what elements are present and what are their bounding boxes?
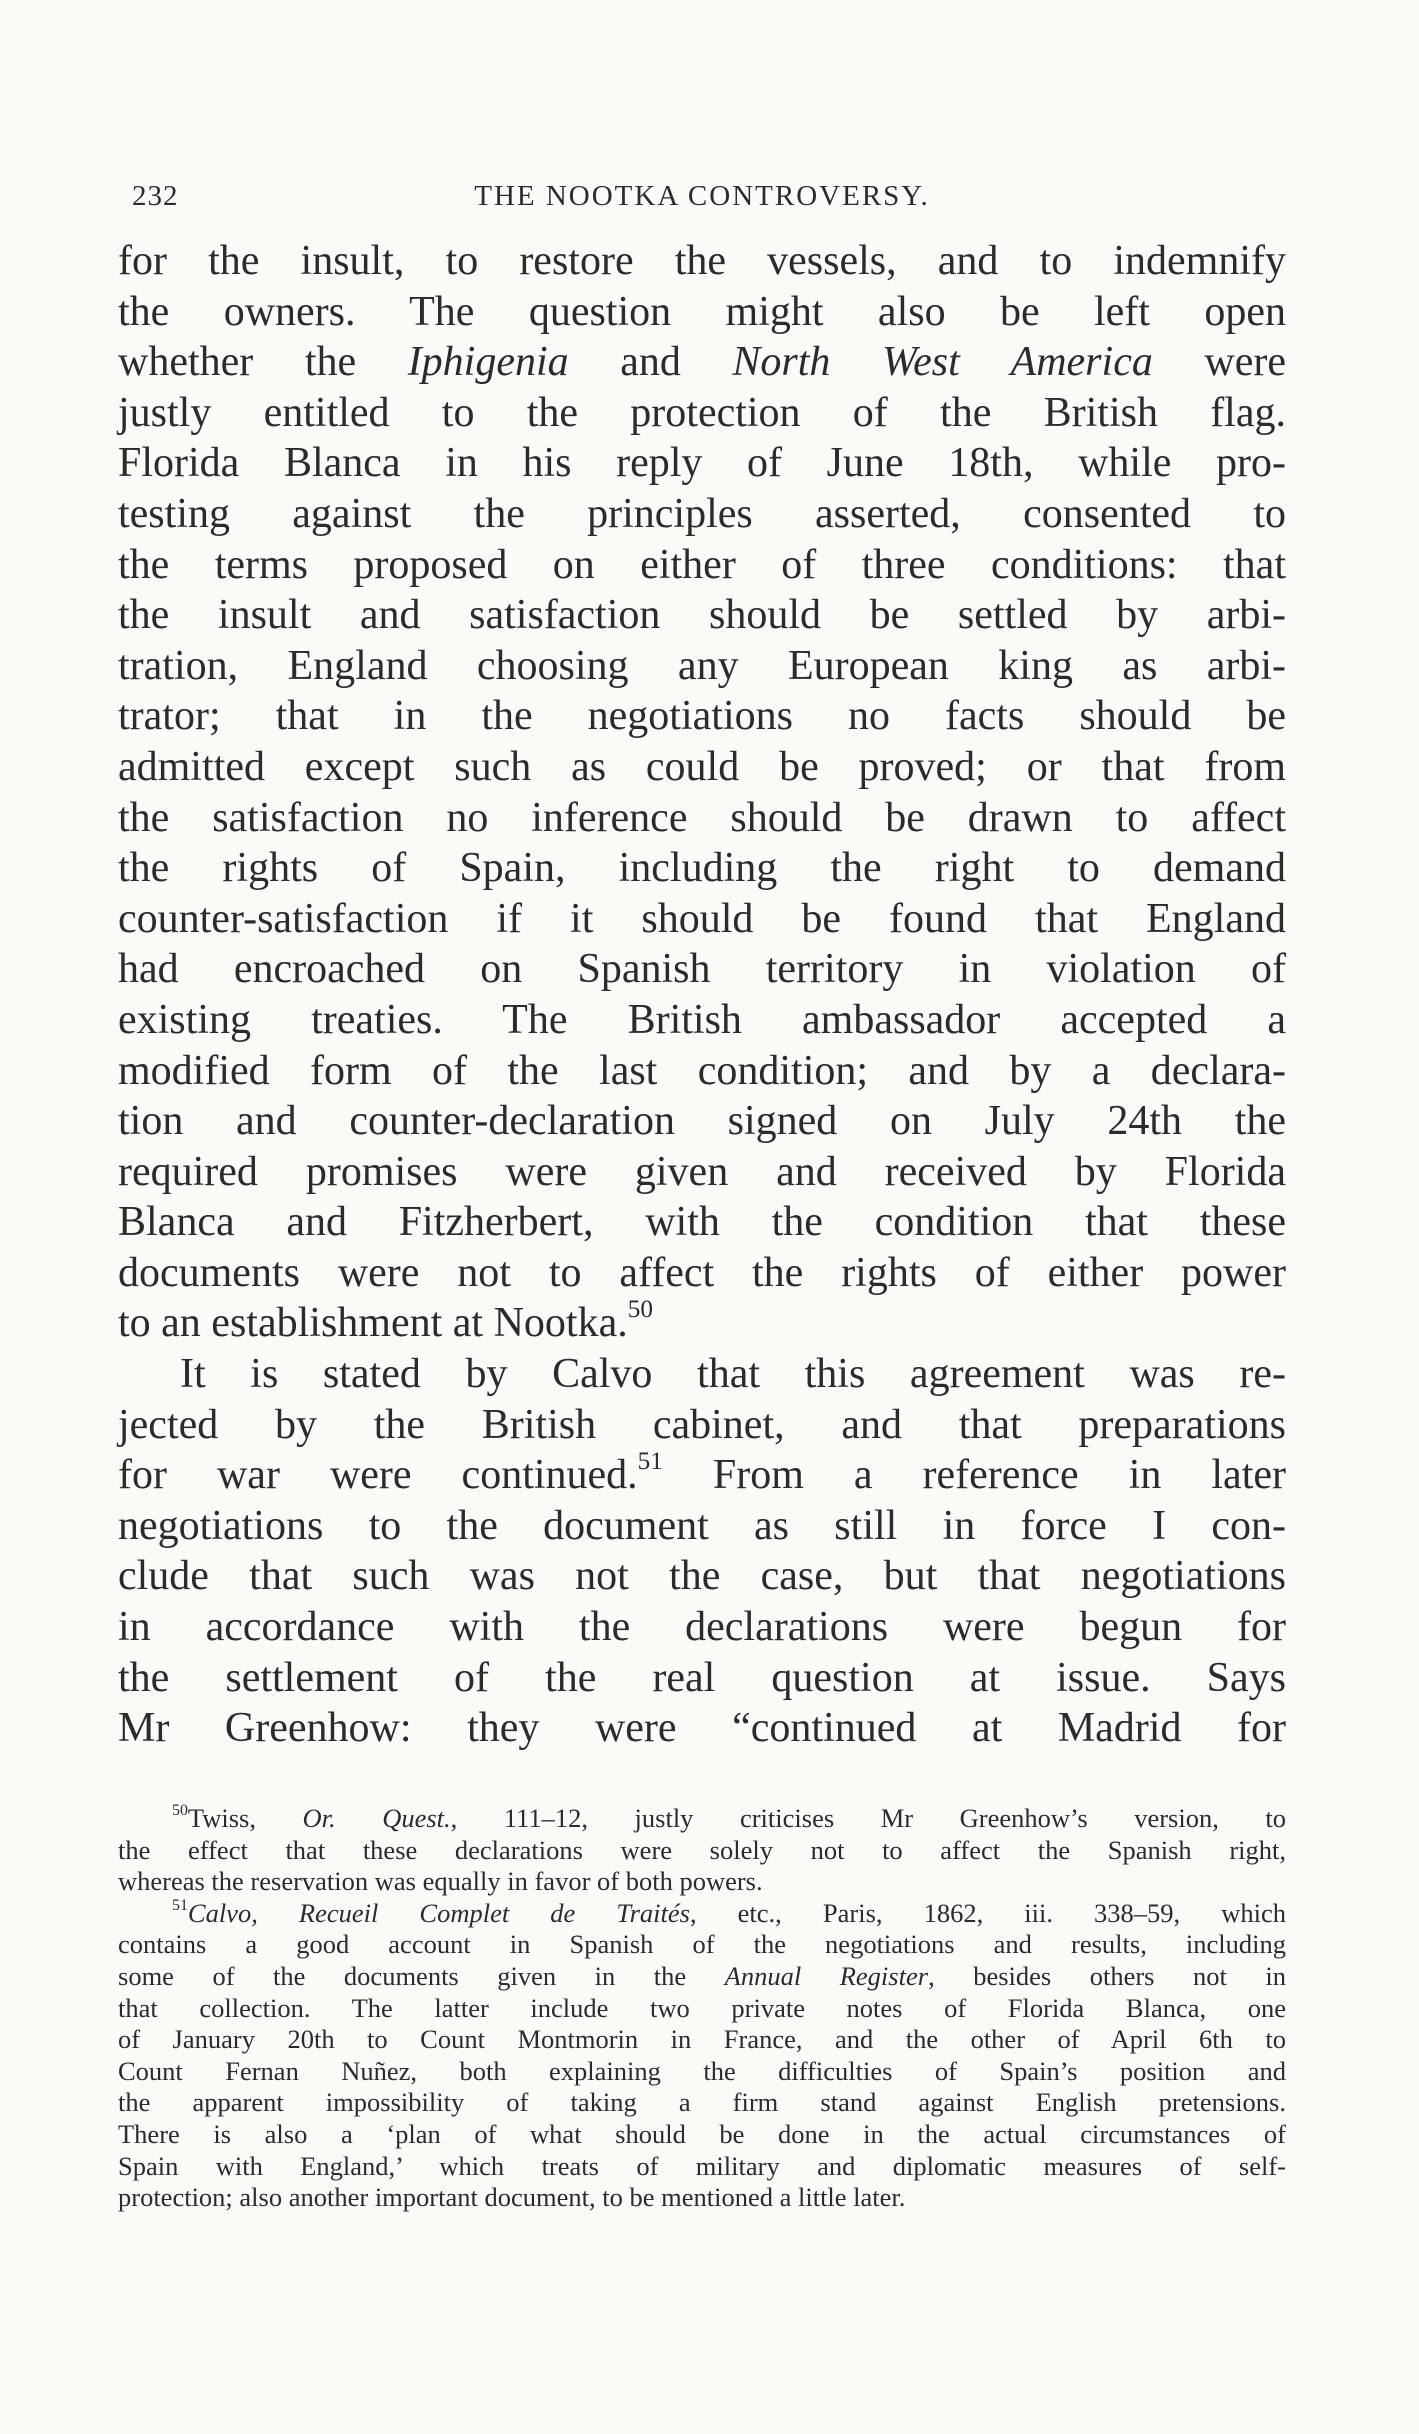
footnote-51-line: the apparent impossibility of taking a firm stand against English pretensions. <box>118 2087 1286 2118</box>
footnote-mark-50: 50 <box>172 1802 188 1820</box>
text-line: Florida Blanca in his reply of June 18th, while pro- <box>118 440 1286 487</box>
running-title: THE NOOTKA CONTROVERSY. <box>474 180 930 212</box>
page-number: 232 <box>132 180 179 212</box>
text-line: testing against the principles asserted, consented to <box>118 490 1286 537</box>
main-text <box>118 236 1286 1754</box>
text-line: negotiations to the document as still in force I con- <box>118 1502 1286 1549</box>
text-line: jected by the British cabinet, and that preparations <box>118 1401 1286 1448</box>
text-line: tion and counter-declaration signed on July 24th the <box>118 1098 1286 1145</box>
footnote-mark-51: 51 <box>172 1896 188 1914</box>
footnote-51-line: protection; also another important document, to be mentioned a little later. <box>118 2182 906 2213</box>
text-line: counter-satisfaction if it should be found that England <box>118 895 1286 942</box>
footnote-51-line: that collection. The latter include two private notes of Florida Blanca, one <box>118 1992 1286 2023</box>
text-line: had encroached on Spanish territory in violation of <box>118 946 1286 993</box>
text-line: Mr Greenhow: they were “continued at Madrid for <box>118 1705 1286 1752</box>
text-line: modified form of the last condition; and by a declara- <box>118 1047 1286 1094</box>
text-line: existing treaties. The British ambassador accepted a <box>118 996 1286 1043</box>
text-line: clude that such was not the case, but that negotiations <box>118 1553 1286 1600</box>
footnotes <box>118 1803 1286 2214</box>
text-line: required promises were given and received by Florida <box>118 1148 1286 1195</box>
text-line: the settlement of the real question at issue. Says <box>118 1654 1286 1701</box>
footnote-51-line: Count Fernan Nuñez, both explaining the difficulties of Spain’s position and <box>118 2055 1286 2086</box>
text-line: the satisfaction no inference should be drawn to affect <box>118 794 1286 841</box>
footnote-51-line: contains a good account in Spanish of the negotiations and results, including <box>118 1929 1286 1960</box>
footnote-51-line: some of the documents given in the Annual Register, besides others not in <box>118 1960 1286 1991</box>
text-line: justly entitled to the protection of the British flag. <box>118 389 1286 436</box>
text-line: tration, England choosing any European king as arbi- <box>118 642 1286 689</box>
footnote-51-line: of January 20th to Count Montmorin in France, and the other of April 6th to <box>118 2024 1286 2055</box>
text-line: documents were not to affect the rights of either power <box>118 1249 1286 1296</box>
text-line: the rights of Spain, including the right to demand <box>118 845 1286 892</box>
footnote-ref-51[interactable]: 51 <box>637 1448 663 1476</box>
footnote-51-line: There is also a ‘plan of what should be done in the actual circumstances of <box>118 2118 1286 2149</box>
text-line: to an establishment at Nootka.$^{50}$ <box>118 1296 653 1347</box>
text-line: in accordance with the declarations were begun for <box>118 1604 1286 1651</box>
footnote-50-line: the effect that these declarations were solely not to affect the Spanish right, <box>118 1834 1286 1865</box>
footnote-51-line: $^{51}$Calvo, Recueil Complet de Traités, etc., Paris, 1862, iii. 338–59, which <box>172 1896 1286 1928</box>
text-line: Blanca and Fitzherbert, with the condition that these <box>118 1199 1286 1246</box>
page-header <box>118 180 1286 220</box>
footnote-ref-50[interactable]: 50 <box>627 1296 653 1324</box>
footnote-50-line: whereas the reservation was equally in favor of both powers. <box>118 1866 763 1897</box>
text-line: for the insult, to restore the vessels, and to indemnify <box>118 238 1286 284</box>
text-line: admitted except such as could be proved; or that from <box>118 743 1286 790</box>
footnote-50-line: $^{50}$Twiss, Or. Quest., 111–12, justly criticises Mr Greenhow’s version, to <box>172 1802 1287 1833</box>
footnote-51-line: Spain with England,’ which treats of military and diplomatic measures of self- <box>118 2150 1286 2181</box>
text-line: for war were continued.$^{51}$ From a reference in later <box>118 1448 1286 1499</box>
text-line: the owners. The question might also be left open <box>118 288 1286 335</box>
text-line: trator; that in the negotiations no facts should be <box>118 693 1286 740</box>
text-line: It is stated by Calvo that this agreement was re- <box>180 1351 1286 1398</box>
book-page <box>118 0 1286 2434</box>
text-line: the terms proposed on either of three conditions: that <box>118 541 1286 588</box>
text-line: whether the Iphigenia and North West America were <box>118 339 1286 386</box>
text-line: the insult and satisfaction should be settled by arbi- <box>118 592 1286 639</box>
